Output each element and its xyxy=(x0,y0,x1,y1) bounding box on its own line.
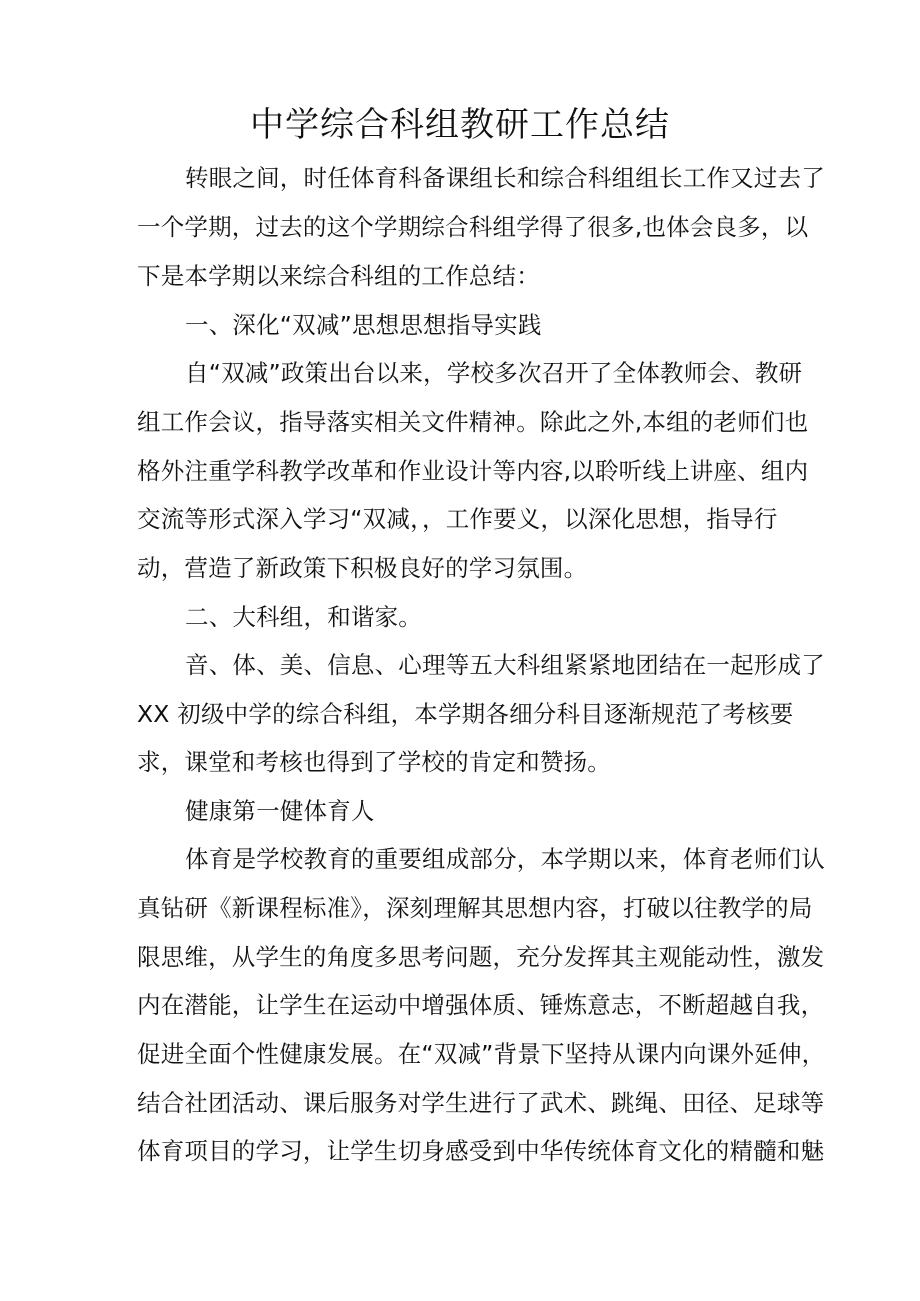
document-title: 中学综合科组教研工作总结 xyxy=(250,105,670,145)
paragraph-line: XX 初级中学的综合科组，本学期各细分科目逐渐规范了考核要 xyxy=(137,700,794,728)
paragraph-line: 求，课堂和考核也得到了学校的肯定和赞扬。 xyxy=(137,748,611,776)
paragraph-line: 动，营造了新政策下积极良好的学习氛围。 xyxy=(137,554,588,582)
paragraph-line: 一个学期，过去的这个学期综合科组学得了很多,也体会良多，以 xyxy=(137,213,809,241)
paragraph-line: 内在潜能，让学生在运动中增强体质、锤炼意志，不断超越自我， xyxy=(137,991,825,1019)
paragraph-line: 结合社团活动、课后服务对学生进行了武术、跳绳、田径、足球等 xyxy=(137,1089,825,1117)
paragraph-line: 体育项目的学习，让学生切身感受到中华传统体育文化的精髓和魅 xyxy=(137,1137,825,1165)
section-heading: 一、深化“双减”思想思想指导实践 xyxy=(185,311,542,339)
paragraph-line: 下是本学期以来综合科组的工作总结： xyxy=(137,262,540,290)
subsection-heading: 健康第一健体育人 xyxy=(185,797,375,825)
paragraph-line: 交流等形式深入学习“双减，，工作要义，以深化思想，指导行 xyxy=(137,505,778,533)
paragraph-line: 限思维，从学生的角度多思考问题，充分发挥其主观能动性，激发 xyxy=(137,943,825,971)
paragraph-line: 真钻研《新课程标准》，深刻理解其思想内容，打破以往教学的局 xyxy=(137,894,813,922)
paragraph-line: 转眼之间，时任体育科备课组长和综合科组组长工作又过去了 xyxy=(185,164,825,192)
section-heading: 二、大科组，和谐家。 xyxy=(185,603,422,631)
paragraph-line: 促进全面个性健康发展。在“双减”背景下坚持从课内向课外延伸， xyxy=(137,1040,826,1068)
paragraph-line: 音、体、美、信息、心理等五大科组紧紧地团结在一起形成了 xyxy=(185,651,825,679)
paragraph-line: 体育是学校教育的重要组成部分，本学期以来，体育老师们认 xyxy=(185,845,825,873)
paragraph-line: 格外注重学科教学改革和作业设计等内容,以聆听线上讲座、组内 xyxy=(137,457,809,485)
paragraph-line: 组工作会议，指导落实相关文件精神。除此之外,本组的老师们也 xyxy=(137,408,809,436)
paragraph-line: 自“双减”政策出台以来，学校多次召开了全体教师会、教研 xyxy=(185,359,803,387)
